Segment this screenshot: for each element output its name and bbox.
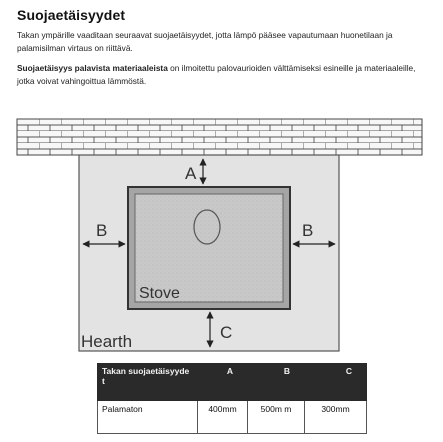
table-header-row	[98, 364, 367, 401]
clearance-note-lead: Suojaetäisyys palavista materiaaleista	[17, 63, 168, 73]
table-header-cell: Takan suojaetäisyyde t	[98, 364, 198, 401]
table-row	[98, 400, 367, 433]
clearance-note-text: on ilmoitettu palovaurioiden välttämiseksi esineille ja materiaaleille, jotka voivat vahingoittua lämmöstä.	[17, 63, 416, 86]
label-b-left: B	[96, 221, 108, 240]
table-cell: 300mm	[305, 400, 367, 433]
label-c: C	[220, 323, 233, 342]
label-b-right: B	[302, 221, 314, 240]
table-header-cell: C	[305, 364, 367, 401]
hearth-label: Hearth	[81, 332, 133, 351]
table-header-cell: A	[198, 364, 248, 401]
clearance-table	[97, 363, 367, 434]
table-cell: 400mm	[198, 400, 248, 433]
table-cell: Palamaton	[98, 400, 198, 433]
page-title: Suojaetäisyydet	[17, 7, 126, 23]
intro-paragraph: Takan ympärille vaaditaan seuraavat suojaetäisyydet, jotta lämpö pääsee vapautumaan huonetilaan ja palamisilman virtaus on riittävä.	[17, 30, 393, 53]
table-header-cell: B	[248, 364, 305, 401]
table-cell: 500m m	[248, 400, 305, 433]
stove-label: Stove	[139, 285, 180, 302]
brick-wall	[17, 119, 422, 155]
label-a: A	[185, 164, 197, 183]
